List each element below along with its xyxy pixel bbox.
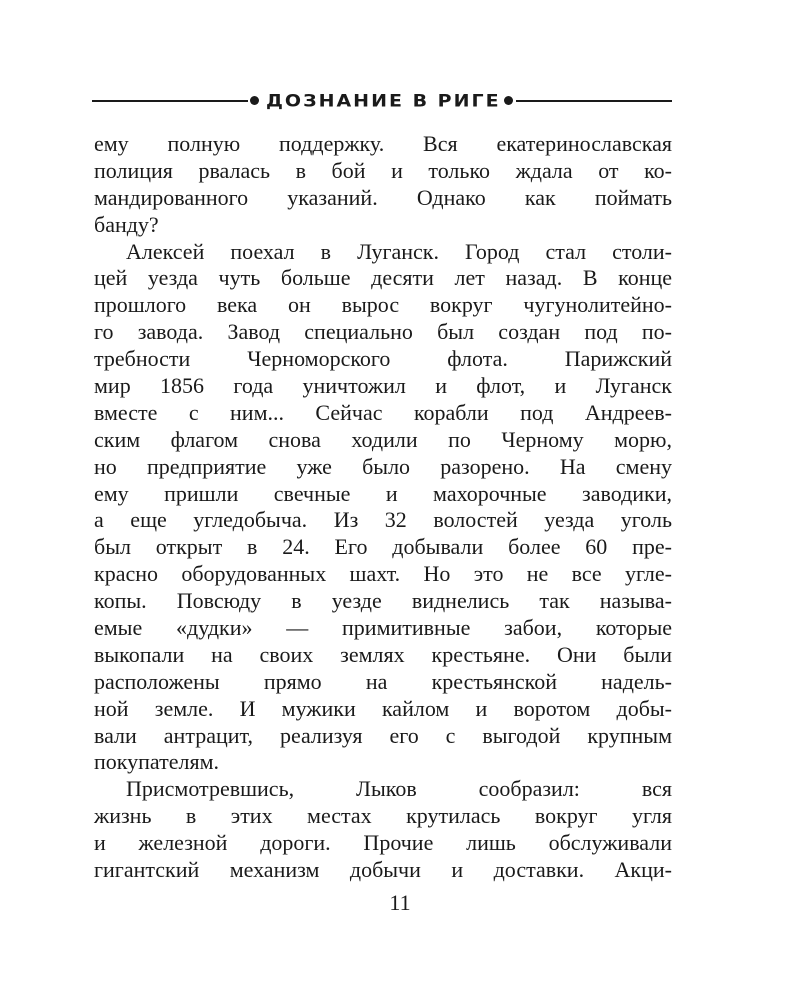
text-line: мандированного указаний. Однако как поймать <box>94 184 672 210</box>
running-head-title: ДОЗНАНИЕ В РИГЕ <box>266 91 501 111</box>
text-line: банду? <box>94 211 159 237</box>
header-bullet-left <box>250 96 259 105</box>
text-line: гигантский механизм добычи и доставки. Акци- <box>94 857 672 883</box>
text-line: го завода. Завод специально был создан под по- <box>94 319 672 345</box>
text-line: вместе с ним... Сейчас корабли под Андреев- <box>94 399 672 425</box>
text-line: жизнь в этих местах крутилась вокруг угля <box>94 803 672 829</box>
text-line: и железной дороги. Прочие лишь обслуживали <box>94 830 672 856</box>
page-number: 11 <box>389 890 411 915</box>
text-line: Присмотревшись, Лыков сообразил: вся <box>126 776 672 802</box>
text-line: красно оборудованных шахт. Но это не все угле- <box>94 561 672 587</box>
text-line: цей уезда чуть больше десяти лет назад. В конце <box>94 265 672 291</box>
text-line: Алексей поехал в Луганск. Город стал столи- <box>126 238 672 264</box>
text-line: емые «дудки» — примитивные забои, которые <box>94 615 672 641</box>
text-line: ной земле. И мужики кайлом и воротом добы- <box>94 695 672 721</box>
text-line: ским флагом снова ходили по Черному морю, <box>94 426 672 452</box>
text-line: копы. Повсюду в уезде виднелись так называ- <box>94 588 672 614</box>
text-line: вали антрацит, реализуя его с выгодой крупным <box>94 722 672 748</box>
text-line: мир 1856 года уничтожил и флот, и Луганск <box>94 373 672 399</box>
text-line: полиция рвалась в бой и только ждала от ко- <box>94 157 672 183</box>
header-bullet-right <box>504 96 513 105</box>
text-line: но предприятие уже было разорено. На смену <box>94 453 672 479</box>
body-text <box>94 131 672 884</box>
text-line: покупателям. <box>94 749 220 775</box>
text-line: был открыт в 24. Его добывали более 60 пре- <box>94 534 672 560</box>
text-line: ему полную поддержку. Вся екатеринославская <box>94 131 672 156</box>
text-line: расположены прямо на крестьянской надель- <box>94 668 672 694</box>
running-header <box>92 86 672 116</box>
text-line: выкопали на своих землях крестьяне. Они были <box>94 641 672 667</box>
header-rule-right <box>516 100 672 102</box>
text-line: прошлого века он вырос вокруг чугунолитейно- <box>94 292 672 318</box>
header-rule-left <box>92 100 248 102</box>
text-line: а еще угледобыча. Из 32 волостей уезда уголь <box>94 507 672 533</box>
text-line: требности Черноморского флота. Парижский <box>94 346 672 372</box>
text-line: ему пришли свечные и махорочные заводики, <box>94 480 672 506</box>
